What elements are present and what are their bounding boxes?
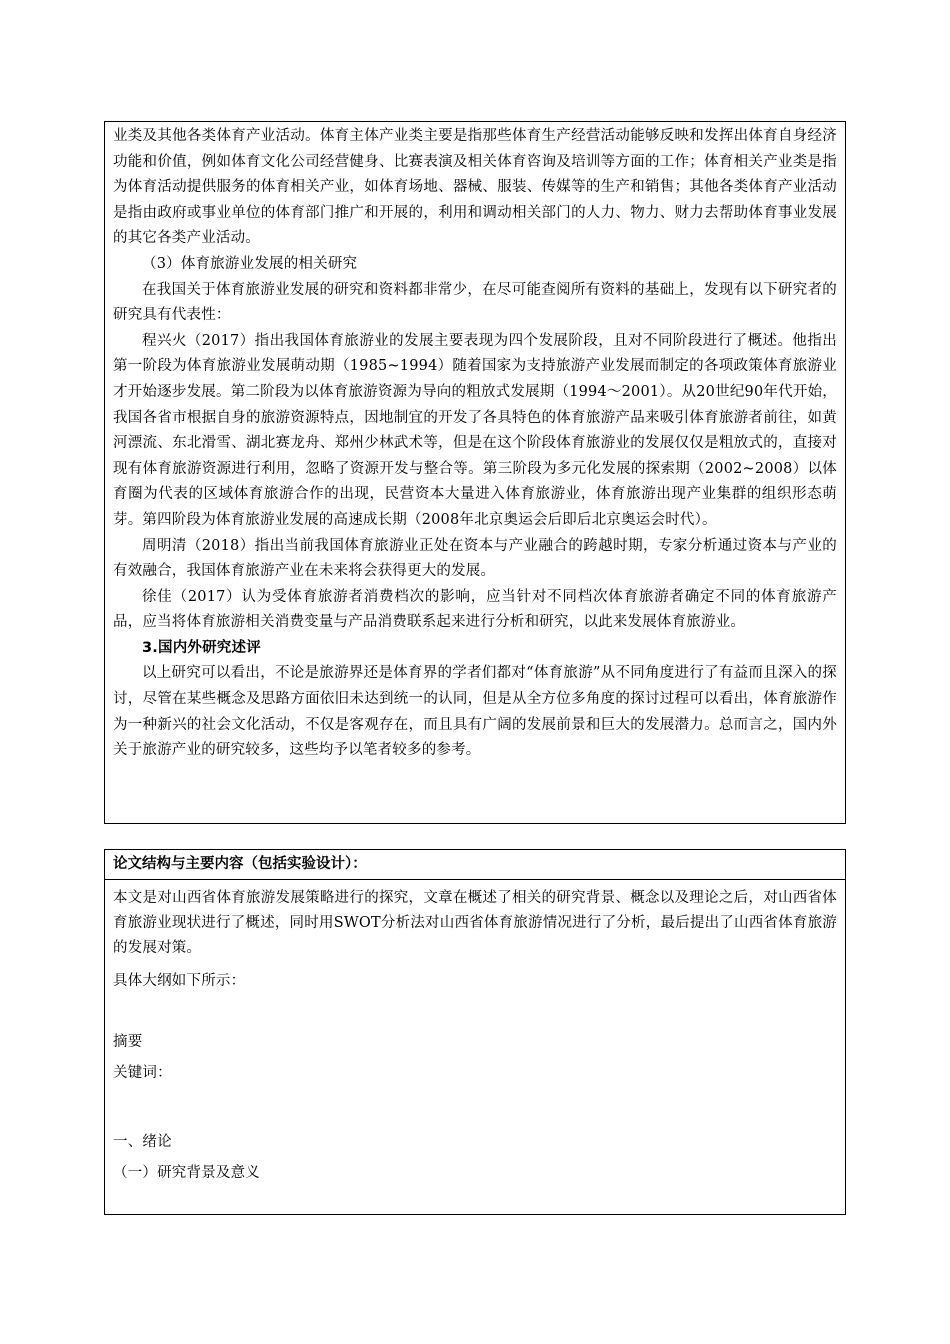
paragraph-zhou-mingqing: 周明清（2018）指出当前我国体育旅游业正处在资本与产业融合的跨越时期，专家分析通过资本与产业的有效融合，我国体育旅游产业在未来将会获得更大的发展。	[113, 537, 837, 580]
section-heading-review: 3.国内外研究述评	[142, 639, 261, 656]
paragraph-industry-types: 业类及其他各类体育产业活动。体育主体产业类主要是指那些体育生产经营活动能够反映和发挥出体育自身经济功能和价值，例如体育文化公司经营健身、比赛表演及相关体育咨询及培训等方面的工作；体育相关产业类是指为体育活动提供服务的体育相关产业，如体育场地、器械、服装、传媒等的生产和销售；其他各类体育产业活动是指由政府或事业单位的体育部门推广和开展的，利用和调动相关部门的人力、物力、财力去帮助体育事业发展的其它各类产业活动。	[113, 128, 837, 247]
structure-title: 论文结构与主要内容（包括实验设计）：	[105, 850, 845, 880]
paragraph-cheng-xinghuo: 程兴火（2017）指出我国体育旅游业的发展主要表现为四个发展阶段，且对不同阶段进行了概述。他指出第一阶段为体育旅游业发展萌动期（1985~1994）随着国家为支持旅游产业发展而制定的各项政策体育旅游业才开始逐步发展。第二阶段为以体育旅游资源为导向的粗放式发展期（1994～2001）。从20世纪90年代开始，我国各省市根据自身的旅游资源特点，因地制宜的开发了各具特色的体育旅游产品来吸引体育旅游者前往，如黄河漂流、东北滑雪、湖北赛龙舟、郑州少林武术等，但是在这个阶段体育旅游业的发展仅仅是粗放式的，直接对现有体育旅游资源进行利用，忽略了资源开发与整合等。第三阶段为多元化发展的探索期（2002~2008）以体育圈为代表的区域体育旅游合作的出现，民营资本大量进入体育旅游业，体育旅游出现产业集群的组织形态萌芽。第四阶段为体育旅游业发展的高速成长期（2008年北京奥运会后即后北京奥运会时代）。	[113, 332, 837, 528]
paragraph-research-intro: 在我国关于体育旅游业发展的研究和资料都非常少，在尽可能查阅所有资料的基础上，发现有以下研究者的研究具有代表性：	[113, 281, 837, 324]
structure-body	[105, 880, 845, 1186]
outline-abstract: 摘要	[113, 1034, 143, 1050]
paragraph-xu-jia: 徐佳（2017）认为受体育旅游者消费档次的影响，应当针对不同档次体育旅游者确定不同的体育旅游产品，应当将体育旅游相关消费变量与产品消费联系起来进行分析和研究，以此来发展体育旅游业。	[113, 588, 837, 631]
outline-chapter-1: 一、绪论	[113, 1134, 172, 1150]
subheading-sports-tourism-research: （3）体育旅游业发展的相关研究	[142, 255, 358, 272]
outline-section-1-1: （一）研究背景及意义	[113, 1165, 260, 1181]
thesis-structure-box	[104, 849, 846, 1215]
structure-intro: 本文是对山西省体育旅游发展策略进行的探究，文章在概述了相关的研究背景、概念以及理论之后，对山西省体育旅游业现状进行了概述，同时用SWOT分析法对山西省体育旅游情况进行了分析，最后提出了山西省体育旅游的发展对策。	[113, 890, 837, 956]
outline-keywords: 关键词：	[113, 1065, 172, 1081]
outline-label: 具体大纲如下所示：	[113, 973, 246, 989]
literature-review-box	[104, 121, 846, 824]
paragraph-review-summary: 以上研究可以看出，不论是旅游界还是体育界的学者们都对“体育旅游”从不同角度进行了有益而且深入的探讨，尽管在某些概念及思路方面依旧未达到统一的认同，但是从全方位多角度的探讨过程可以看出，体育旅游作为一种新兴的社会文化活动，不仅是客观存在，而且具有广阔的发展前景和巨大的发展潜力。总而言之，国内外关于旅游产业的研究较多，这些均予以笔者较多的参考。	[113, 665, 837, 759]
